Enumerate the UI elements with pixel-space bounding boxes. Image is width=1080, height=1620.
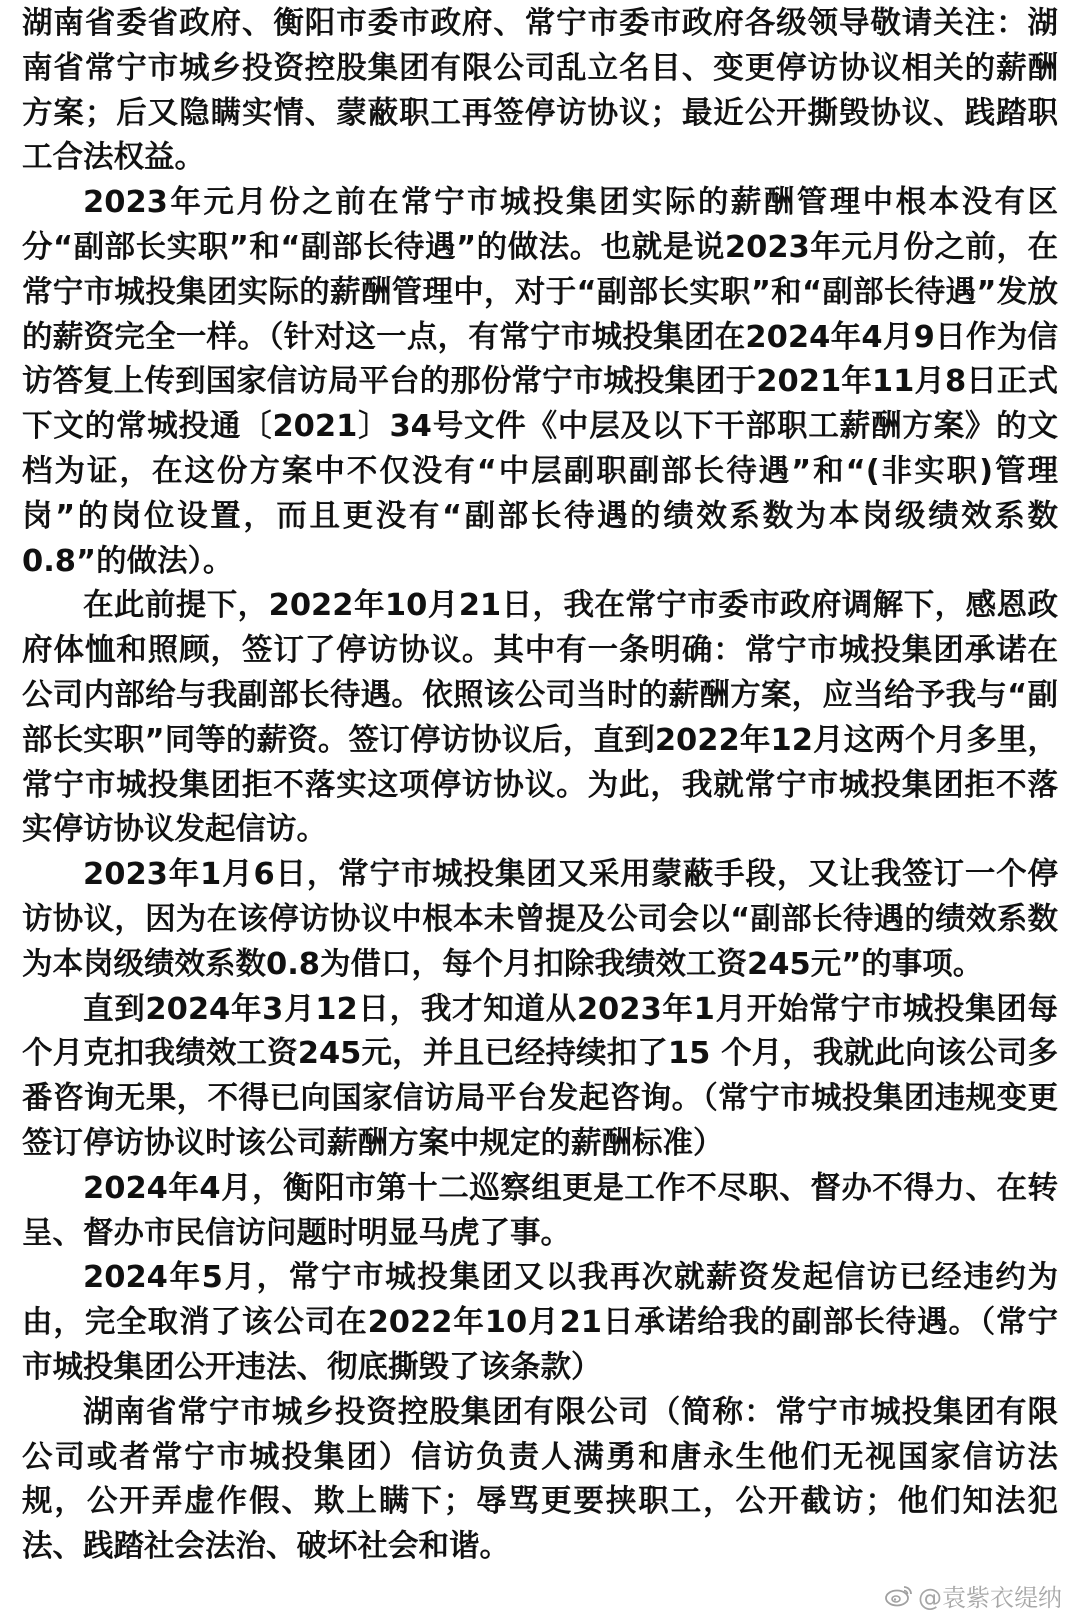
paragraph-1: 湖南省委省政府、衡阳市委市政府、常宁市委市政府各级领导敬请关注：湖南省常宁市城乡投资控股集团有限公司乱立名目、变更停访协议相关的薪酬方案；后又隐瞒实情、蒙蔽职工再签停访协议；最近公开撕毁协议、践踏职工合法权益。	[22, 6, 1058, 176]
watermark	[880, 1578, 1066, 1612]
paragraph-7: 2024年5月，常宁市城投集团又以我再次就薪资发起信访已经违约为由，完全取消了该公司在2022年10月21日承诺给我的副部长待遇。（常宁市城投集团公开违法、彻底撕毁了该条款）	[22, 1260, 1058, 1385]
weibo-icon	[884, 1583, 914, 1607]
watermark-text: @袁紫衣缇纳	[918, 1583, 1062, 1612]
paragraph-2: 2023年元月份之前在常宁市城投集团实际的薪酬管理中根本没有区分“副部长实职”和“副部长待遇”的做法。也就是说2023年元月份之前，在常宁市城投集团实际的薪酬管理中，对于“副部长实职”和“副部长待遇”发放的薪资完全一样。（针对这一点，有常宁市城投集团在2024年4月9日作为信访答复上传到国家信访局平台的那份常宁市城投集团于2021年11月8日正式下文的常城投通〔2021〕34号文件《中层及以下干部职工薪酬方案》的文档为证，在这份方案中不仅没有“中层副职副部长待遇”和“(非实职)管理岗”的岗位设置，而且更没有“副部长待遇的绩效系数为本岗级绩效系数0.8”的做法）。	[22, 185, 1058, 579]
paragraph-4: 2023年1月6日，常宁市城投集团又采用蒙蔽手段，又让我签订一个停访协议，因为在该停访协议中根本未曾提及公司会以“副部长待遇的绩效系数为本岗级绩效系数0.8为借口，每个月扣除我绩效工资245元”的事项。	[22, 857, 1058, 982]
paragraph-6: 2024年4月，衡阳市第十二巡察组更是工作不尽职、督办不得力、在转呈、督办市民信访问题时明显马虎了事。	[22, 1170, 1058, 1251]
paragraph-3: 在此前提下，2022年10月21日，我在常宁市委市政府调解下，感恩政府体恤和照顾，签订了停访协议。其中有一条明确：常宁市城投集团承诺在公司内部给与我副部长待遇。依照该公司当时的薪酬方案，应当给予我与“副部长实职”同等的薪资。签订停访协议后，直到2022年12月这两个月多里，常宁市城投集团拒不落实这项停访协议。为此，我就常宁市城投集团拒不落实停访协议发起信访。	[22, 588, 1058, 848]
paragraph-5: 直到2024年3月12日，我才知道从2023年1月开始常宁市城投集团每个月克扣我绩效工资245元，并且已经持续扣了15 个月，我就此向该公司多番咨询无果，不得已向国家信访局平台发起咨询。（常宁市城投集团违规变更签订停访协议时该公司薪酬方案中规定的薪酬标准）	[22, 991, 1058, 1161]
paragraph-8: 湖南省常宁市城乡投资控股集团有限公司（简称：常宁市城投集团有限公司或者常宁市城投集团）信访负责人满勇和唐永生他们无视国家信访法规，公开弄虚作假、欺上瞒下；辱骂更要挟职工，公开截访；他们知法犯法、践踏社会法治、破坏社会和谐。	[22, 1394, 1058, 1565]
